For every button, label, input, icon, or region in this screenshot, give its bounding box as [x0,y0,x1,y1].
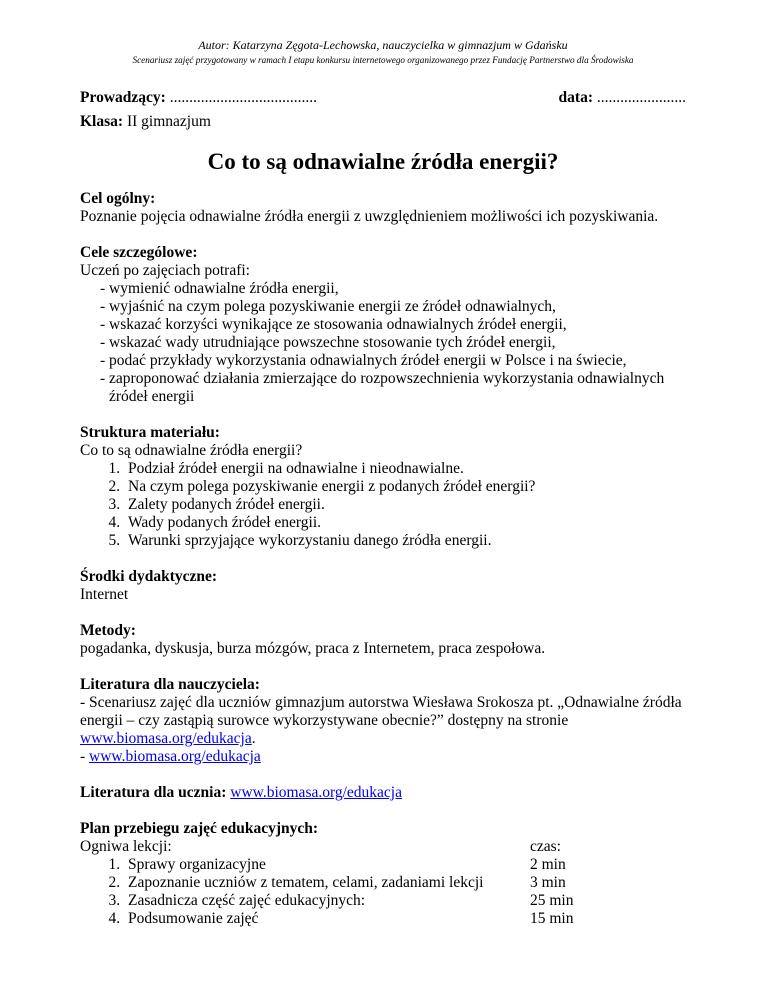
section-literatura-nauczyciel [80,676,686,766]
section-heading: Cele szczególowe: [80,244,198,261]
section-heading: Metody: [80,622,136,639]
list-item: 1. Sprawy organizacyjne [124,856,530,874]
list-item: - wskazać korzyści wynikające ze stosowania odnawialnych źródeł energii, [100,316,567,333]
section-text: Internet [80,586,129,603]
section-heading: Środki dydaktyczne: [80,568,218,585]
list-item: - wymienić odnawialne źródła energii, [100,280,339,297]
list-item: 2. Zapoznanie uczniów z tematem, celami, zadaniami lekcji [124,874,530,892]
section-plan [80,820,686,928]
prowadzacy-label: Prowadzący: [80,89,166,106]
section-text [80,694,686,748]
list-item: 2. Na czym polega pozyskiwanie energii z podanych źródeł energii? [124,478,686,496]
section-text: pogadanka, dyskusja, burza mózgów, praca z Internetem, praca zespołowa. [80,640,546,657]
data-value: ....................... [593,89,686,106]
biomasa-link[interactable]: www.biomasa.org/edukacja [89,748,261,765]
time-header: czas: [530,838,561,855]
plan-intro: Ogniwa lekcji: [80,838,172,855]
header-fields [80,89,686,107]
list-item: 1. Podział źródeł energii na odnawialne i nieodnawialne. [124,460,686,478]
section-heading: Literatura dla nauczyciela: [80,676,260,693]
biomasa-link[interactable]: www.biomasa.org/edukacja [230,784,402,801]
time-value: 25 min [530,892,574,909]
klasa-field [80,113,686,131]
prowadzacy-field [80,89,317,107]
biomasa-link[interactable]: www.biomasa.org/edukacja [80,730,252,747]
list-item: 3. Zasadnicza część zajęć edukacyjnych: [124,892,530,910]
section-literatura-uczen [80,784,686,802]
section-heading: Plan przebiegu zajęć edukacyjnych: [80,820,319,837]
section-heading: Literatura dla ucznia: [80,784,227,801]
section-text: Poznanie pojęcia odnawialne źródła energii z uwzględnieniem możliwości ich pozyskiwania. [80,208,659,225]
section-cele-szczegolowe [80,244,686,406]
goals-list [80,280,686,406]
time-value: 3 min [530,874,566,891]
time-value: 2 min [530,856,566,873]
section-text [80,748,686,766]
section-intro: Uczeń po zajęciach potrafi: [80,262,250,279]
section-metody [80,622,686,658]
plan-list [80,856,530,928]
klasa-label: Klasa: [80,113,124,130]
time-value: 15 min [530,910,574,927]
document-page [80,38,686,928]
section-heading: Struktura materiału: [80,424,220,441]
plan-table [80,838,686,928]
section-cel-ogolny [80,190,686,226]
list-item: 4. Podsumowanie zajęć [124,910,530,928]
list-item: - zaproponować działania zmierzające do rozpowszechnienia wykorzystania odnawialnych źródeł energii [100,370,665,405]
author-line: Autor: Katarzyna Zęgota-Lechowska, nauczycielka w gimnazjum w Gdańsku [198,38,568,52]
klasa-value: II gimnazjum [123,113,211,130]
section-heading: Cel ogólny: [80,190,156,207]
prowadzacy-value: ...................................... [165,89,317,106]
plan-steps [80,838,530,928]
period: . [251,730,256,747]
list-item: - wskazać wady utrudniające powszechne stosowanie tych źródeł energii, [100,334,556,351]
list-item: - wyjaśnić na czym polega pozyskiwanie energii ze źródeł odnawialnych, [100,298,556,315]
structure-list [80,460,686,550]
section-srodki [80,568,686,604]
section-struktura [80,424,686,550]
list-item: 3. Zalety podanych źródeł energii. [124,496,686,514]
list-item: 4. Wady podanych źródeł energii. [124,514,686,532]
page-title: Co to są odnawialne źródła energii? [207,149,559,174]
section-intro: Co to są odnawialne źródła energii? [80,442,303,459]
reference-text: - Scenariusz zajęć dla uczniów gimnazjum autorstwa Wiesława Srokosza pt. „Odnawialne źródła energii – czy zastąpią surowce wykorzystywane obecnie?” dostępny na stronie [80,694,682,729]
data-label: data: [558,89,593,106]
plan-times [530,838,630,928]
subtitle-line: Scenariusz zajęć przygotowany w ramach I etapu konkursu internetowego organizowanego przez Fundację Partnerstwo dla Środowiska [132,55,634,65]
dash: - [80,748,90,765]
data-field [559,89,686,107]
list-item: 5. Warunki sprzyjające wykorzystaniu danego źródła energii. [124,532,686,550]
list-item: - podać przykłady wykorzystania odnawialnych źródeł energii w Polsce i na świecie, [100,352,627,369]
